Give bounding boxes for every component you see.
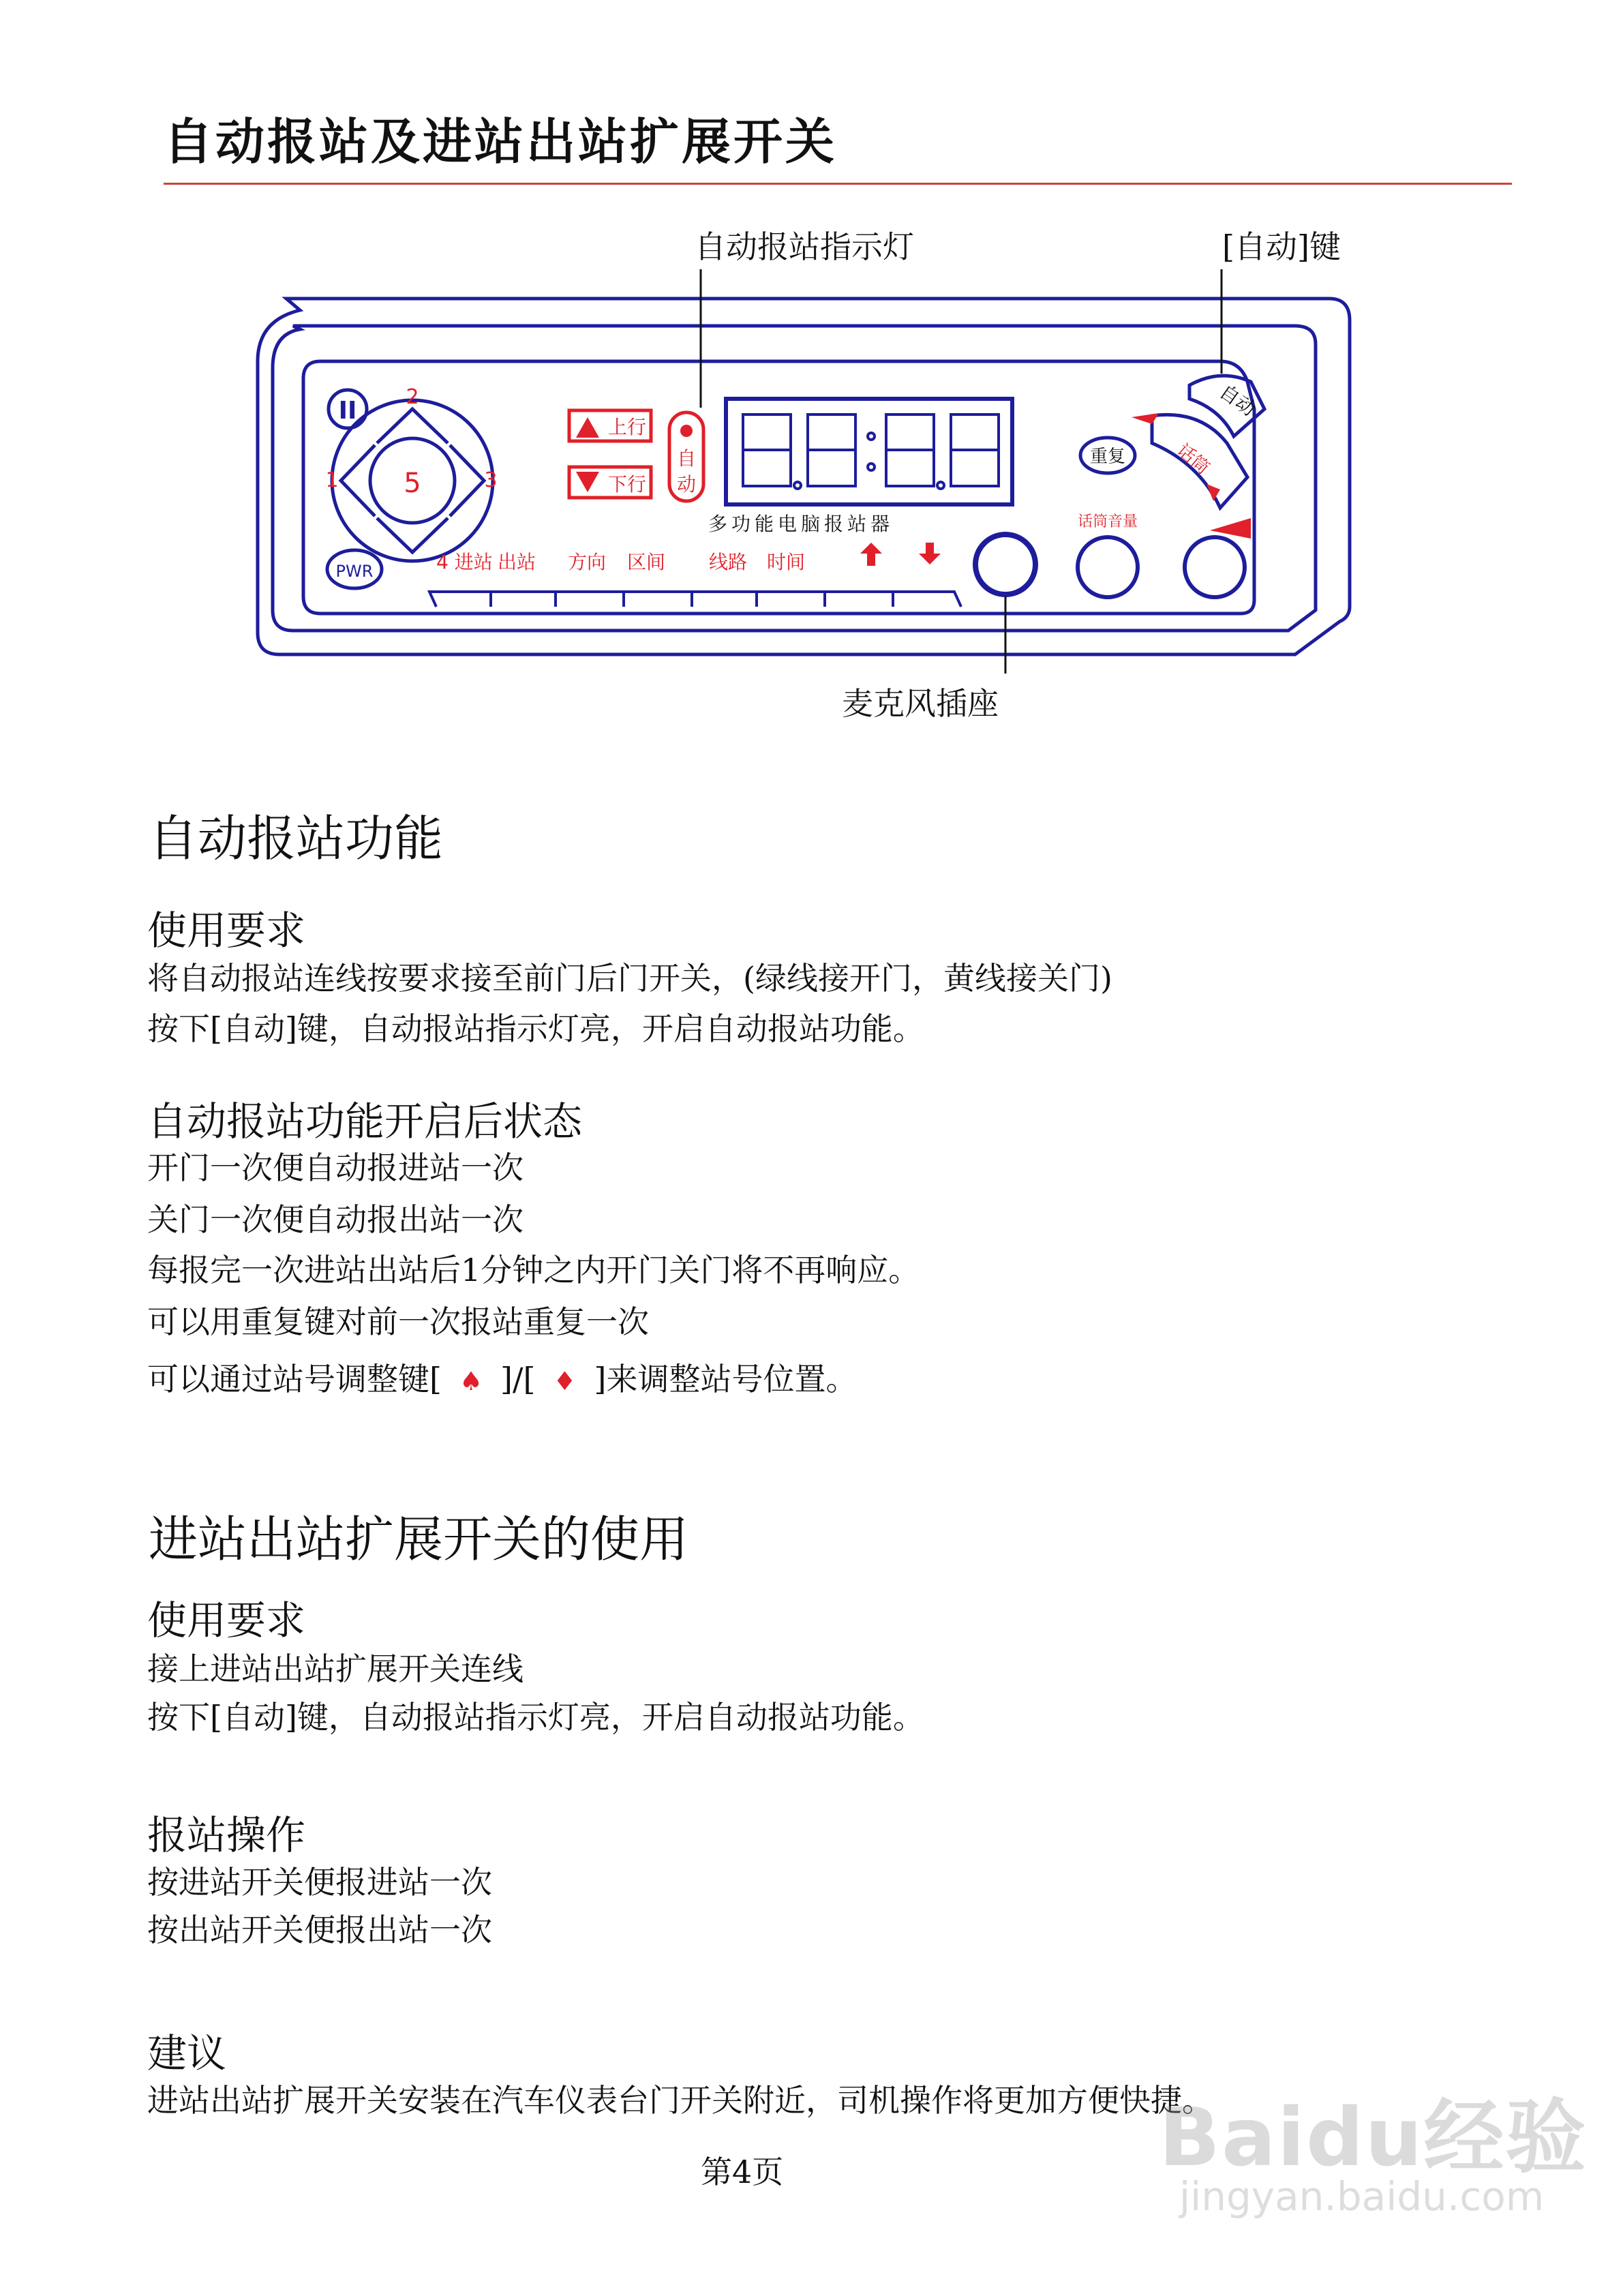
section-1-sub-2-line-3: 每报完一次进站出站后1分钟之内开门关门将不再响应。 <box>147 1252 920 1288</box>
volume-knob <box>1185 537 1245 597</box>
baidu-watermark <box>1159 2059 1595 2222</box>
section-2-sub-2-line-2: 按出站开关便报出站一次 <box>147 1912 492 1948</box>
section-1-sub-2-line-4: 可以用重复键对前一次报站重复一次 <box>147 1303 649 1340</box>
down-label: 下行 <box>607 473 647 496</box>
auto-corner-label: 自动 <box>1215 380 1260 421</box>
bottom-key-row <box>429 592 961 607</box>
device-outer-shell <box>258 299 1350 654</box>
watermark-url: jingyan.baidu.com <box>1179 2173 1545 2220</box>
line-5-suffix: ]来调整站号位置。 <box>594 1361 858 1398</box>
bottom-key-time: 时间 <box>767 551 806 573</box>
section-2-sub-1-line-1: 接上进站出站扩展开关连线 <box>147 1650 524 1687</box>
pwr-label: PWR <box>335 562 374 581</box>
section-1-sub-2-title: 自动报站功能开启后状态 <box>147 1098 583 1145</box>
bottom-key-entry: 4 进站 <box>436 551 493 573</box>
up-arrow-icon: ♠ <box>459 1366 483 1396</box>
bottom-key-route: 线路 <box>709 551 748 573</box>
keypad-5: 5 <box>404 468 421 499</box>
device-middle-shell <box>273 326 1316 631</box>
mic-corner-label: 话筒 <box>1172 440 1213 479</box>
section-1-sub-1-line-2: 按下[自动]键，自动报站指示灯亮，开启自动报站功能。 <box>147 1010 924 1047</box>
section-2-sub-2-title: 报站操作 <box>147 1812 306 1858</box>
bottom-key-section: 区间 <box>627 551 666 573</box>
section-2-title: 进站出站扩展开关的使用 <box>149 1511 689 1568</box>
section-1-sub-1-line-1: 将自动报站连线按要求接至前门后门开关，(绿线接开门，黄线接关门) <box>147 960 1112 997</box>
section-2-sub-3-line-1: 进站出站扩展开关安装在汽车仪表台门开关附近，司机操作将更加方便快捷。 <box>147 2082 1213 2119</box>
device-name: 多功能电脑报站器 <box>708 513 894 535</box>
up-label: 上行 <box>607 416 647 438</box>
section-1-sub-1-title: 使用要求 <box>147 907 306 954</box>
line-5-sep: ]/[ <box>500 1361 536 1398</box>
mic-jack <box>975 534 1035 594</box>
watermark-brand: Baidu经验 <box>1159 2090 1588 2184</box>
bottom-down-arrow-icon <box>919 543 941 564</box>
bottom-key-exit: 出站 <box>498 551 536 573</box>
callout-auto-key: [自动]键 <box>1222 228 1341 265</box>
section-2-sub-1-line-2: 按下[自动]键，自动报站指示灯亮，开启自动报站功能。 <box>147 1699 924 1736</box>
section-2-sub-2-line-1: 按进站开关便报进站一次 <box>147 1864 492 1901</box>
section-1-sub-2-line-1: 开门一次便自动报进站一次 <box>147 1149 524 1186</box>
mic-volume-label: 话筒音量 <box>1077 513 1138 530</box>
down-arrow-icon: ♦ <box>553 1366 577 1396</box>
section-1-title: 自动报站功能 <box>149 810 444 867</box>
pause-glyph: II <box>338 397 357 425</box>
callout-indicator: 自动报站指示灯 <box>695 228 914 265</box>
line-5-prefix: 可以通过站号调整键[ <box>147 1361 442 1398</box>
callout-mic-jack: 麦克风插座 <box>842 685 999 722</box>
device-diagram <box>0 0 1623 750</box>
bottom-up-arrow-icon <box>860 543 882 566</box>
page-title: 自动报站及进站出站扩展开关 <box>164 113 838 170</box>
page-number: 第4页 <box>701 2154 784 2190</box>
bottom-key-direction: 方向 <box>568 551 607 573</box>
section-2-sub-1-title: 使用要求 <box>147 1597 306 1644</box>
auto-indicator-char1: 自 <box>676 447 697 470</box>
section-1-sub-2-line-2: 关门一次便自动报出站一次 <box>147 1201 524 1238</box>
auto-indicator-char2: 动 <box>676 473 697 496</box>
section-2-sub-3-title: 建议 <box>147 2030 227 2076</box>
seven-segment-digits <box>743 414 999 489</box>
keypad-2: 2 <box>406 385 419 409</box>
keypad-3: 3 <box>484 468 498 492</box>
section-1-sub-2-line-5 <box>147 1361 858 1398</box>
mic-volume-knob <box>1078 537 1138 597</box>
repeat-label: 重复 <box>1089 447 1126 467</box>
keypad-1: 1 <box>325 468 339 492</box>
